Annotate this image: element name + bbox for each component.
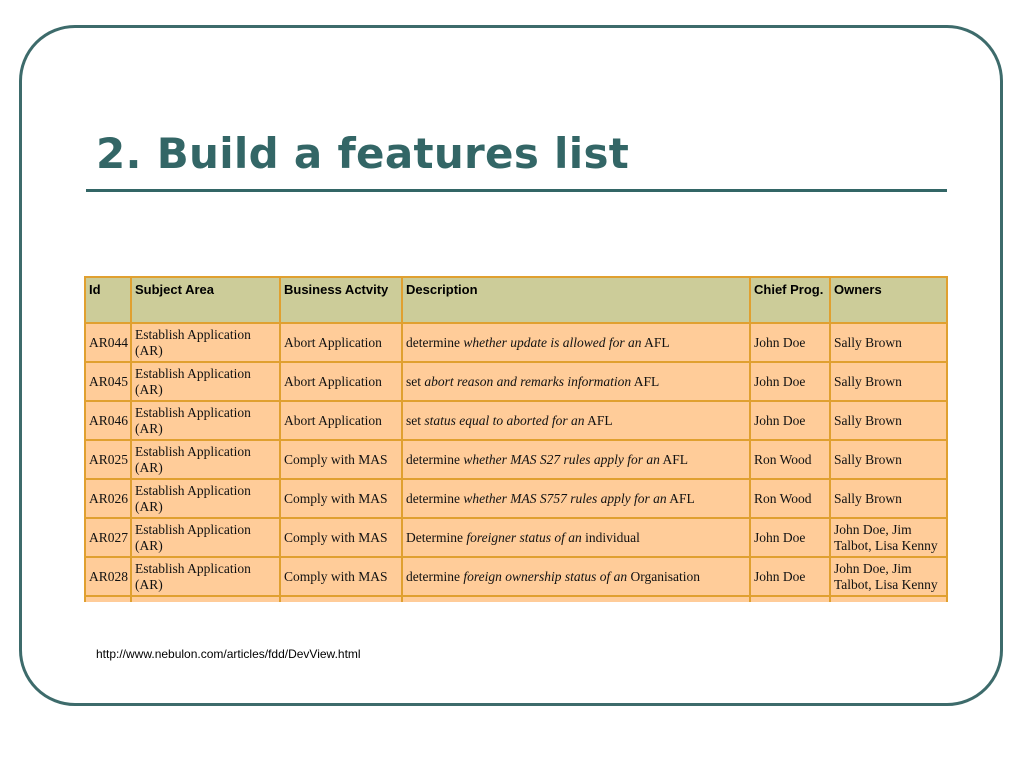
cell-description — [403, 324, 751, 363]
description-detail: whether MAS S757 rules apply for an — [463, 490, 667, 506]
description-verb: determine — [406, 568, 464, 584]
cell-business-activity: Abort Application — [281, 324, 403, 363]
cell-business-activity: Abort Application — [281, 402, 403, 441]
cell-owners: Sally Brown — [831, 441, 948, 480]
cell-subject-area: Establish Application (AR) — [132, 480, 281, 519]
cell-id: AR026 — [86, 480, 132, 519]
cell-chief-prog: John Doe — [751, 363, 831, 402]
source-url[interactable]: http://www.nebulon.com/articles/fdd/DevView.html — [96, 647, 361, 661]
cell-id: AR027 — [86, 519, 132, 558]
cell-empty — [403, 597, 751, 602]
table-row — [86, 363, 948, 402]
description-object: AFL — [666, 490, 695, 506]
table-row — [86, 558, 948, 597]
cell-chief-prog: John Doe — [751, 402, 831, 441]
table-row — [86, 519, 948, 558]
cell-subject-area: Establish Application (AR) — [132, 558, 281, 597]
description-verb: Determine — [406, 529, 467, 545]
cell-empty — [132, 597, 281, 602]
cell-subject-area: Establish Application (AR) — [132, 402, 281, 441]
cell-description — [403, 519, 751, 558]
table-row — [86, 324, 948, 363]
title-underline — [86, 189, 947, 192]
cell-business-activity: Abort Application — [281, 363, 403, 402]
description-object: individual — [581, 529, 640, 545]
table-row — [86, 480, 948, 519]
cell-owners: John Doe, Jim Talbot, Lisa Kenny — [831, 519, 948, 558]
description-verb: determine — [406, 334, 464, 350]
cell-id: AR044 — [86, 324, 132, 363]
description-detail: foreigner status of an — [466, 529, 582, 545]
cell-business-activity: Comply with MAS — [281, 519, 403, 558]
cell-subject-area: Establish Application (AR) — [132, 363, 281, 402]
description-verb: determine — [406, 490, 464, 506]
description-object: AFL — [631, 373, 660, 389]
cell-id: AR046 — [86, 402, 132, 441]
description-object: AFL — [641, 334, 670, 350]
col-header-chief-prog: Chief Prog. — [751, 278, 831, 324]
table-row-cut-off — [86, 597, 948, 602]
description-verb: determine — [406, 451, 464, 467]
cell-business-activity: Comply with MAS — [281, 480, 403, 519]
features-table — [84, 276, 948, 602]
cell-owners: Sally Brown — [831, 402, 948, 441]
cell-chief-prog: John Doe — [751, 519, 831, 558]
cell-subject-area: Establish Application (AR) — [132, 519, 281, 558]
description-verb: set — [406, 373, 425, 389]
cell-description — [403, 480, 751, 519]
description-object: AFL — [659, 451, 688, 467]
slide-title: 2. Build a features list — [96, 129, 630, 178]
cell-business-activity: Comply with MAS — [281, 558, 403, 597]
description-detail: foreign ownership status of an — [463, 568, 628, 584]
col-header-owners: Owners — [831, 278, 948, 324]
cell-subject-area: Establish Application (AR) — [132, 441, 281, 480]
cell-chief-prog: John Doe — [751, 558, 831, 597]
description-detail: status equal to aborted for an — [424, 412, 585, 428]
cell-id: AR025 — [86, 441, 132, 480]
description-detail: whether MAS S27 rules apply for an — [463, 451, 660, 467]
cell-empty — [86, 597, 132, 602]
table-row — [86, 441, 948, 480]
cell-owners: Sally Brown — [831, 363, 948, 402]
col-header-business-activity: Business Actvity — [281, 278, 403, 324]
cell-subject-area: Establish Application (AR) — [132, 324, 281, 363]
features-table-container — [84, 276, 948, 602]
col-header-subject-area: Subject Area — [132, 278, 281, 324]
cell-chief-prog: Ron Wood — [751, 441, 831, 480]
cell-description — [403, 402, 751, 441]
cell-id: AR045 — [86, 363, 132, 402]
description-detail: abort reason and remarks information — [424, 373, 632, 389]
cell-owners: Sally Brown — [831, 480, 948, 519]
cell-empty — [831, 597, 948, 602]
description-object: AFL — [584, 412, 613, 428]
table-row — [86, 402, 948, 441]
table-header-row — [86, 278, 948, 324]
description-object: Organisation — [627, 568, 700, 584]
cell-chief-prog: John Doe — [751, 324, 831, 363]
cell-description — [403, 441, 751, 480]
cell-empty — [281, 597, 403, 602]
cell-owners: John Doe, Jim Talbot, Lisa Kenny — [831, 558, 948, 597]
cell-id: AR028 — [86, 558, 132, 597]
description-verb: set — [406, 412, 425, 428]
cell-empty — [751, 597, 831, 602]
cell-chief-prog: Ron Wood — [751, 480, 831, 519]
cell-description — [403, 558, 751, 597]
description-detail: whether update is allowed for an — [463, 334, 642, 350]
col-header-id: Id — [86, 278, 132, 324]
cell-description — [403, 363, 751, 402]
col-header-description: Description — [403, 278, 751, 324]
cell-owners: Sally Brown — [831, 324, 948, 363]
cell-business-activity: Comply with MAS — [281, 441, 403, 480]
